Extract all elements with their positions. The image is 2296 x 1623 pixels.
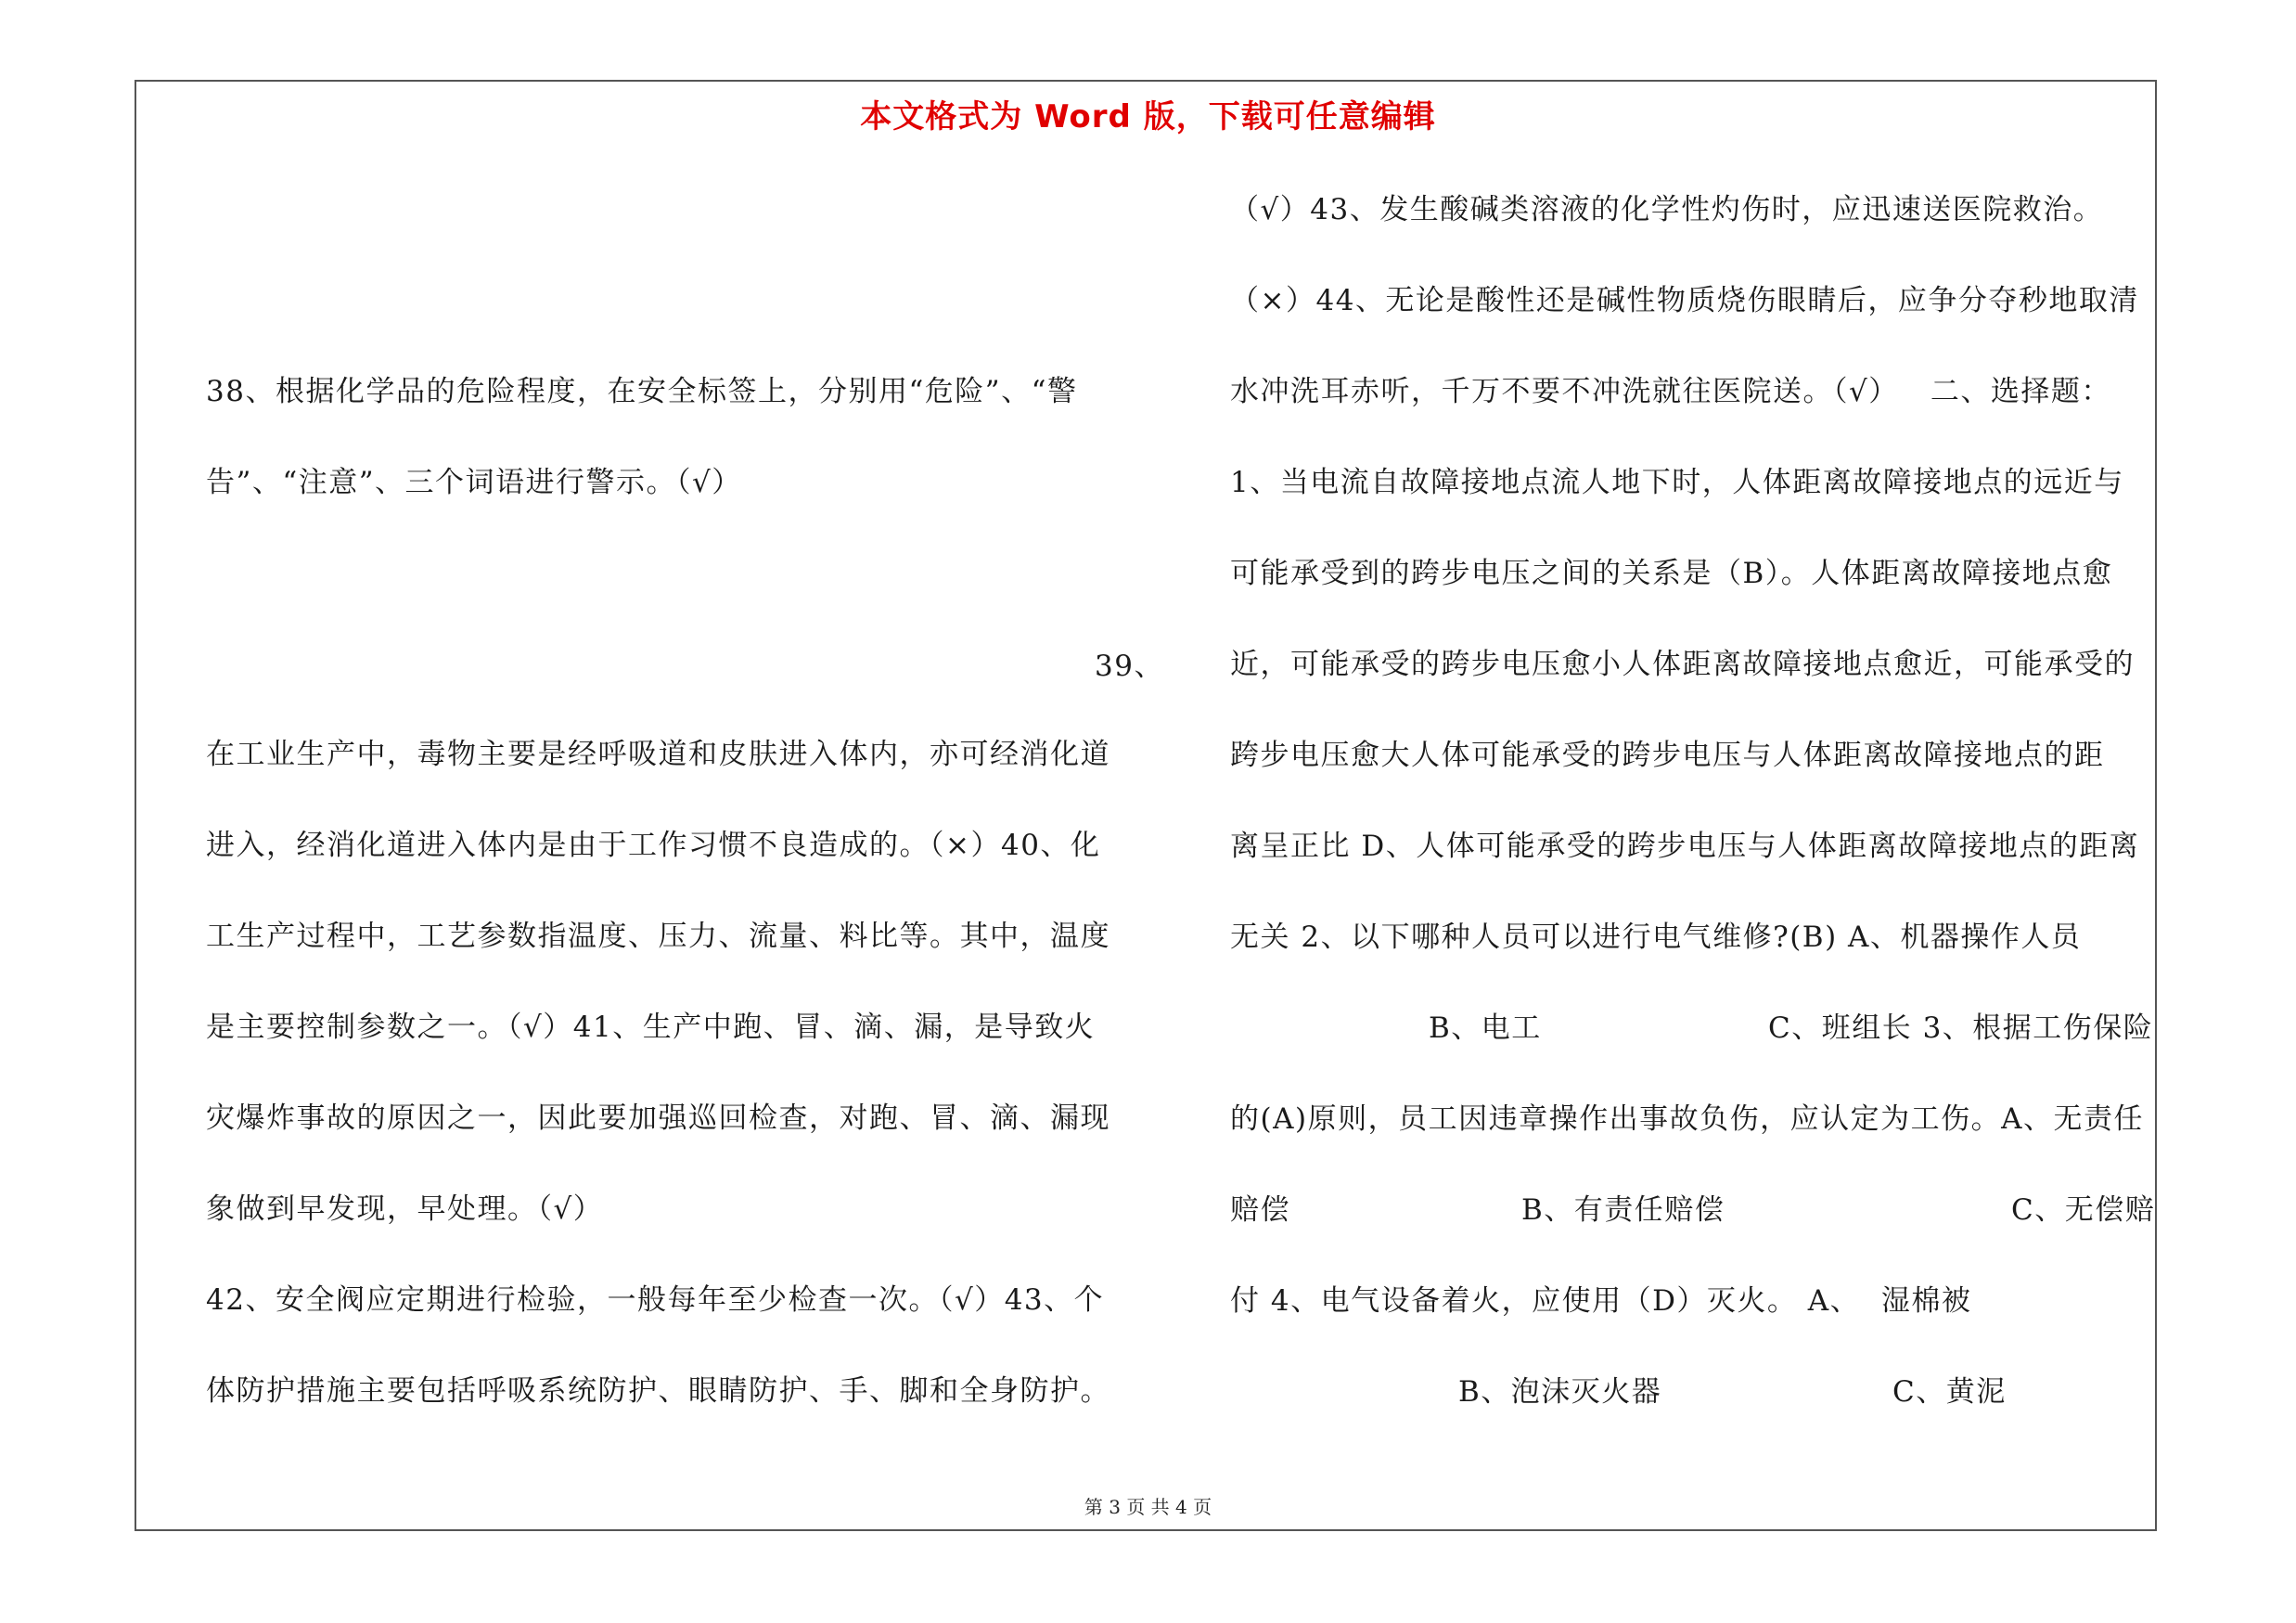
left-line-4: 在工业生产中，毒物主要是经呼吸道和皮肤进入体内，亦可经消化道 [206,738,1110,771]
right-line-12b: B、有责任赔偿 [1521,1193,1725,1227]
right-line-12c: C、无偿赔 [2011,1193,2156,1227]
format-banner: 本文格式为 Word 版，下载可任意编辑 [860,98,1436,135]
right-line-14a: B、泡沫灭火器 [1458,1375,1662,1409]
left-line-11: 体防护措施主要包括呼吸系统防护、眼睛防护、手、脚和全身防护。 [206,1374,1110,1408]
left-line-3: 39、 [1095,650,1164,683]
right-line-1: （√）43、发生酸碱类溶液的化学性灼伤时，应迅速送医院救治。 [1230,193,2104,226]
left-line-2: 告”、“注意”、三个词语进行警示。（√） [206,466,742,499]
right-line-11: 的(A)原则，员工因违章操作出事故负伤，应认定为工伤。A、无责任 [1230,1102,2144,1136]
left-line-6: 工生产过程中，工艺参数指温度、压力、流量、料比等。其中，温度 [206,920,1110,953]
right-line-2: （×）44、无论是酸性还是碱性物质烧伤眼睛后，应争分夺秒地取清 [1230,284,2139,317]
right-line-6: 近，可能承受的跨步电压愈小人体距离故障接地点愈近，可能承受的 [1230,648,2135,681]
left-line-10: 42、安全阀应定期进行检验，一般每年至少检查一次。（√）43、个 [206,1283,1105,1317]
right-line-8: 离呈正比 D、人体可能承受的跨步电压与人体距离故障接地点的距离 [1230,830,2140,863]
right-line-10b: C、班组长 3、根据工伤保险 [1768,1011,2154,1045]
right-line-3: 水冲洗耳赤听，千万不要不冲洗就往医院送。（√） 二、选择题： [1230,375,2111,408]
right-line-9: 无关 2、以下哪种人员可以进行电气维修?(B) A、机器操作人员 [1230,921,2082,954]
right-line-7: 跨步电压愈大人体可能承受的跨步电压与人体距离故障接地点的距 [1230,739,2105,772]
right-line-5: 可能承受到的跨步电压之间的关系是（B）。人体距离故障接地点愈 [1230,557,2113,590]
left-line-1: 38、根据化学品的危险程度，在安全标签上，分别用“危险”、“警 [206,375,1078,408]
right-line-14b: C、黄泥 [1892,1375,2007,1409]
right-line-4: 1、当电流自故障接地点流人地下时，人体距离故障接地点的远近与 [1230,466,2124,499]
right-line-10a: B、电工 [1429,1011,1542,1045]
right-line-13: 付 4、电气设备着火，应使用（D）灭火。 A、 湿棉被 [1230,1284,1972,1318]
right-line-12a: 赔偿 [1230,1193,1290,1227]
left-line-8: 灾爆炸事故的原因之一，因此要加强巡回检查，对跑、冒、滴、漏现 [206,1101,1110,1135]
page-number: 第 3 页 共 4 页 [1084,1496,1212,1518]
left-line-7: 是主要控制参数之一。（√）41、生产中跑、冒、滴、漏，是导致火 [206,1011,1096,1044]
left-line-5: 进入，经消化道进入体内是由于工作习惯不良造成的。（×）40、化 [206,829,1101,862]
left-line-9: 象做到早发现，早处理。（√） [206,1192,604,1226]
